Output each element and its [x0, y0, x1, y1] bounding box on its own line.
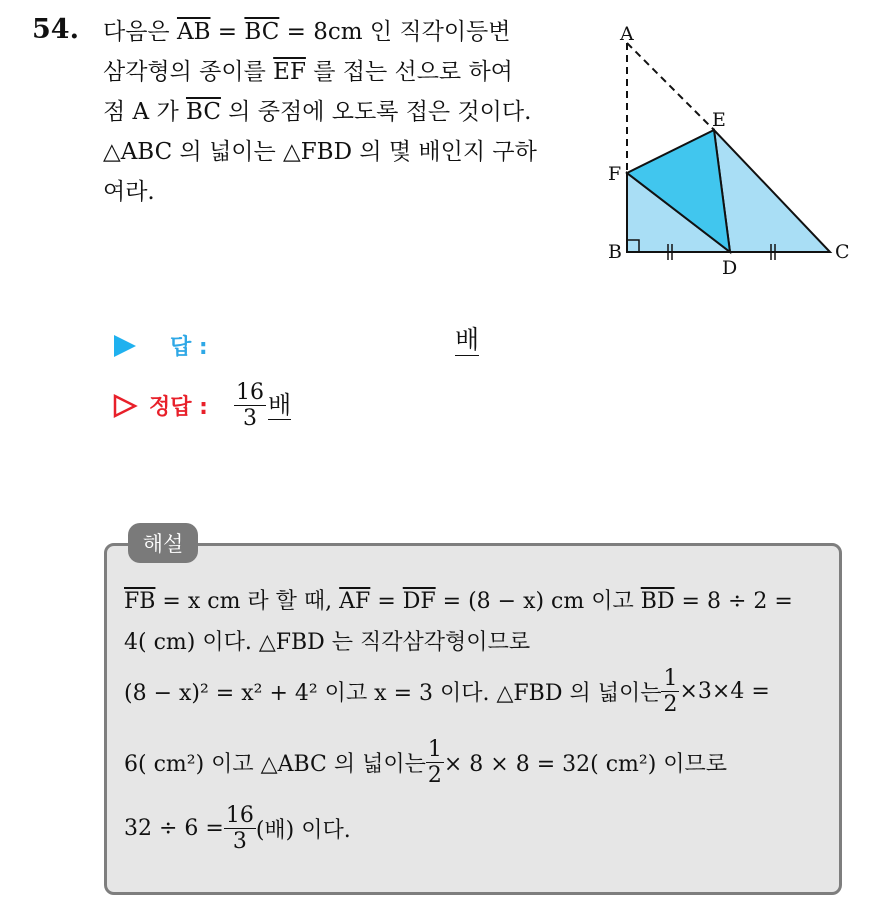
solution-line-2: 4( cm) 이다. △FBD 는 직각삼각형이므로	[124, 630, 531, 655]
solution-line-3: (8 − x)² = x² + 4² 이고 x = 3 이다. △FBD 의 넓이는 $\frac{1}{2}$ ×3×4 =	[124, 666, 770, 718]
label-b: B	[608, 241, 622, 263]
play-filled-icon	[112, 333, 138, 359]
correct-answer-fraction: $\frac{16}{3}$	[235, 380, 264, 432]
fraction-one-half-2: $\frac{1}{2}$	[427, 737, 442, 789]
question-line-5: 여라.	[103, 179, 155, 205]
dashed-line-ae	[627, 43, 714, 130]
play-outline-icon	[112, 393, 138, 419]
correct-answer-label: 정답 :	[149, 395, 208, 421]
question-line-4: △ABC 의 넓이는 △FBD 의 몇 배인지 구하	[103, 139, 537, 165]
solution-line-5: 32 ÷ 6 = $\frac{16}{3}$ (배) 이다.	[124, 803, 351, 855]
fraction-sixteen-thirds: $\frac{16}{3}$	[225, 803, 254, 855]
triangle-dce	[714, 130, 830, 252]
triangle-figure	[588, 18, 860, 280]
answer-label: 답 :	[170, 335, 208, 360]
label-a: A	[620, 23, 634, 45]
correct-answer-unit: 배	[267, 391, 292, 420]
question-line-1: 다음은 $\overline{AB} = \overline{BC} = 8cm$ 인 직각이등변	[103, 19, 511, 45]
solution-line-4: 6( cm²) 이고 △ABC 의 넓이는 $\frac{1}{2}$ × 8 × 8 = 32( cm²) 이므로	[124, 737, 728, 789]
question-number: 54.	[32, 14, 79, 45]
label-d: D	[722, 257, 738, 279]
question-line-3: 점 A 가 $\overline{BC}$ 의 중점에 오도록 접은 것이다.	[103, 99, 532, 125]
solution-tag: 해설	[128, 523, 198, 563]
answer-unit: 배	[455, 325, 480, 354]
label-f: F	[608, 163, 622, 185]
solution-line-1: $\overline{FB} = x$ cm 라 할 때, $\overline{AF} = \overline{DF} = (8 - x)$ cm 이고 $\overline{BD} = 8 \div 2$ =	[124, 589, 793, 614]
label-c: C	[835, 241, 850, 263]
label-e: E	[712, 109, 726, 131]
correct-answer-row	[112, 380, 291, 432]
fraction-one-half: $\frac{1}{2}$	[663, 666, 678, 718]
question-line-2: 삼각형의 종이를 $\overline{EF}$ 를 접는 선으로 하여	[103, 59, 513, 85]
answer-row	[112, 330, 208, 361]
question-text	[103, 12, 583, 212]
